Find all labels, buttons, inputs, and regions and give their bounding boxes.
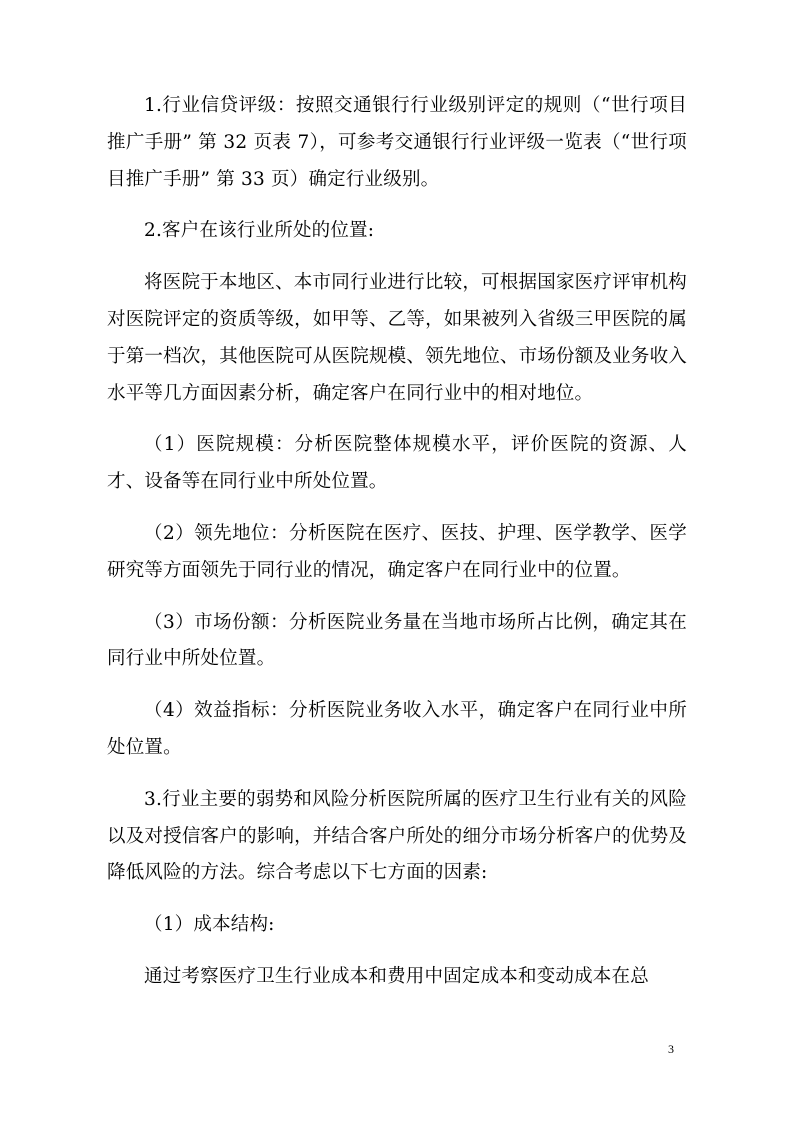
paragraph-leading-position: （2）领先地位：分析医院在医疗、医技、护理、医学教学、医学研究等方面领先于同行业的情况，确定客户在同行业中的位置。 xyxy=(107,522,687,581)
paragraph-market-share: （3）市场份额：分析医院业务量在当地市场所占比例，确定其在同行业中所处位置。 xyxy=(107,611,687,670)
paragraph-industry-risk-analysis: 3.行业主要的弱势和风险分析医院所属的医疗卫生行业有关的风险以及对授信客户的影响，并结合客户所处的细分市场分析客户的优势及降低风险的方法。综合考虑以下七方面的因素: xyxy=(107,788,687,884)
paragraph-customer-position-heading: 2.客户在该行业所处的位置: xyxy=(144,220,375,242)
paragraph-cost-structure-heading: （1）成本结构: xyxy=(144,914,275,936)
paragraph-industry-credit-rating: 1.行业信贷评级：按照交通银行行业级别评定的规则（“世行项目推广手册” 第 32 页表 7），可参考交通银行行业评级一览表（“世行项目推广手册” 第 33 页）确定行业级别。 xyxy=(107,95,687,190)
paragraph-cost-analysis: 通过考察医疗卫生行业成本和费用中固定成本和变动成本在总 xyxy=(144,965,649,987)
paragraph-hospital-comparison: 将医院于本地区、本市同行业进行比较，可根据国家医疗评审机构对医院评定的资质等级，如甲等、乙等，如果被列入省级三甲医院的属于第一档次，其他医院可从医院规模、领先地位、市场份额及业务收入水平等几方面因素分析，确定客户在同行业中的相对地位。 xyxy=(107,272,687,404)
paragraph-benefit-indicators: （4）效益指标：分析医院业务收入水平，确定客户在同行业中所处位置。 xyxy=(107,700,687,758)
paragraph-hospital-scale: （1）医院规模：分析医院整体规模水平，评价医院的资源、人才、设备等在同行业中所处位置。 xyxy=(107,434,687,493)
page-number: 3 xyxy=(668,1042,674,1056)
document-body xyxy=(107,88,687,1011)
